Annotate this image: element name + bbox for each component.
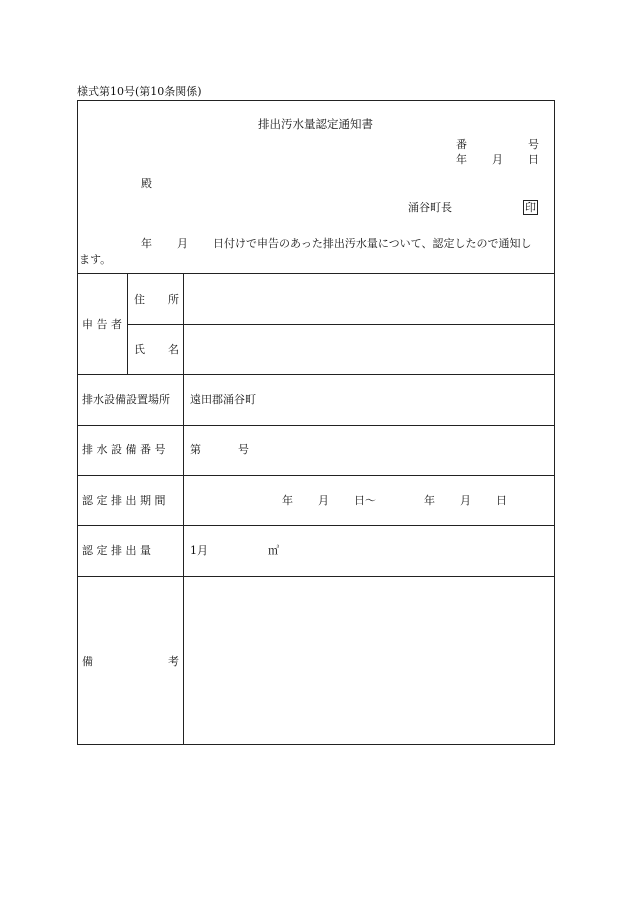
divider-declarant-vertical [127, 273, 128, 374]
addressee-suffix: 殿 [141, 177, 152, 190]
address-label-a: 住 [134, 293, 145, 306]
facility-number-dai: 第 [190, 443, 201, 456]
notice-text-line1: 日付けで申告のあった排出汚水量について、認定したので通知し [213, 237, 532, 250]
divider-address-name [127, 324, 555, 325]
notice-year: 年 [141, 237, 152, 250]
divider-number [77, 475, 555, 476]
volume-unit: ㎥ [268, 544, 279, 557]
period-day2: 日 [496, 494, 507, 507]
period-year2: 年 [424, 494, 435, 507]
volume-month: 1月 [190, 544, 208, 557]
period-day1: 日〜 [354, 494, 376, 507]
date-month: 月 [492, 153, 503, 166]
name-label-a: 氏 [134, 343, 145, 356]
divider-label-column [183, 273, 184, 745]
date-year: 年 [456, 153, 467, 166]
name-label-b: 名 [168, 343, 179, 356]
form-number: 様式第10号(第10条関係) [77, 85, 202, 98]
volume-label: 認 定 排 出 量 [82, 544, 151, 557]
notice-text-line2: ます。 [79, 253, 112, 266]
divider-declarant [77, 374, 555, 375]
remarks-label-b: 考 [168, 655, 179, 668]
document-title: 排出汚水量認定通知書 [258, 117, 373, 131]
number-ban: 番 [456, 138, 467, 151]
issuer-title: 涌谷町長 [408, 201, 452, 214]
number-go: 号 [528, 138, 539, 151]
facility-location-value: 遠田郡涌谷町 [190, 393, 256, 406]
divider-volume [77, 576, 555, 577]
facility-location-label: 排水設備設置場所 [82, 393, 170, 406]
facility-number-go: 号 [238, 443, 249, 456]
divider-header [77, 273, 555, 274]
divider-period [77, 525, 555, 526]
divider-location [77, 425, 555, 426]
period-month2: 月 [460, 494, 471, 507]
declarant-label: 申 告 者 [82, 318, 122, 331]
period-label: 認 定 排 出 期 間 [82, 494, 166, 507]
notice-month: 月 [177, 237, 188, 250]
address-label-b: 所 [168, 293, 179, 306]
form-frame [77, 100, 555, 745]
date-day: 日 [528, 153, 539, 166]
period-year1: 年 [282, 494, 293, 507]
period-month1: 月 [318, 494, 329, 507]
seal-mark: 印 [525, 201, 536, 214]
facility-number-label: 排 水 設 備 番 号 [82, 443, 166, 456]
remarks-label-a: 備 [82, 655, 93, 668]
